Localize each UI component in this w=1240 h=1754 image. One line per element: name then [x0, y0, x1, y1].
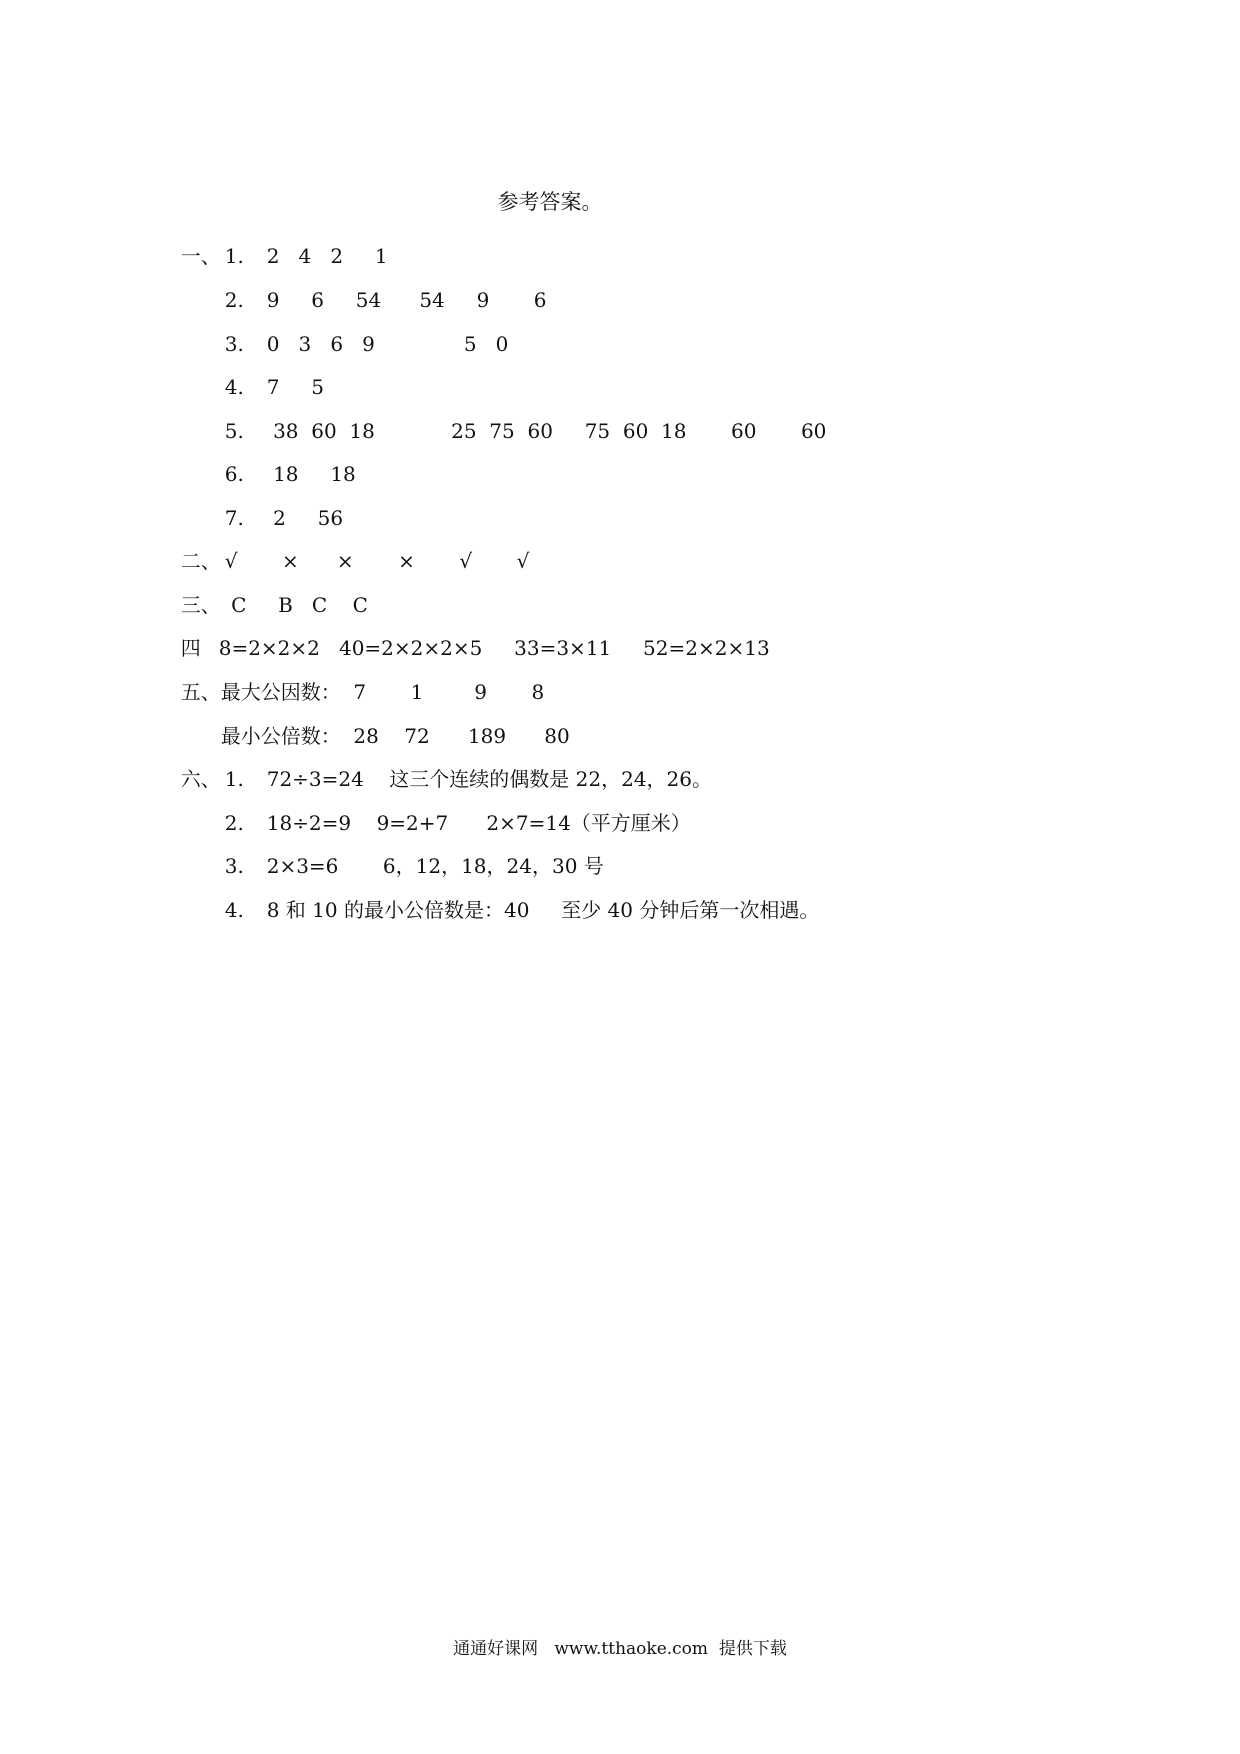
section3-marker: 三、	[180, 593, 221, 617]
item-number: 5.	[224, 419, 244, 443]
answer-text: 最大公因数： 7 1 9 8	[220, 680, 545, 704]
answer-text: 38 60 18 25 75 60 75 60 18 60 60	[266, 419, 827, 443]
page-title: 参考答案。	[497, 190, 603, 214]
answer-text: 18÷2=9 9=2+7 2×7=14（平方厘米）	[266, 811, 691, 835]
section6-item1	[168, 737, 712, 791]
section1-item2	[212, 258, 547, 312]
item-number: 1.	[224, 767, 244, 791]
item-number: 4.	[224, 375, 244, 399]
section6-item2	[212, 781, 691, 835]
section1-item6	[212, 432, 356, 486]
section6-marker: 六、	[180, 767, 221, 791]
answer-text: 0 3 6 9 5 0	[266, 332, 509, 356]
section4-marker: 四	[180, 636, 201, 660]
answer-text: 8 和 10 的最小公倍数是：40 至少 40 分钟后第一次相遇。	[266, 898, 820, 922]
section3-line	[168, 563, 368, 617]
section6-item3	[212, 824, 604, 878]
item-number: 4.	[224, 898, 244, 922]
answer-text: 2×3=6 6，12，18，24，30 号	[266, 854, 604, 878]
answer-text: 18 18	[266, 462, 356, 486]
answer-text: 2 56	[266, 506, 344, 530]
section6-item4	[212, 868, 820, 922]
section2-line	[168, 519, 530, 573]
answer-text: 2 4 2 1	[266, 244, 388, 268]
answer-text: C B C C	[224, 593, 368, 617]
section2-marker: 二、	[180, 549, 221, 573]
answer-text: 7 5	[266, 375, 324, 399]
item-number: 3.	[224, 854, 244, 878]
section1-item1	[168, 214, 388, 268]
answer-text: 8=2×2×2 40=2×2×2×5 33=3×11 52=2×2×13	[218, 636, 770, 660]
section5-line2	[208, 694, 570, 748]
answer-text: 72÷3=24 这三个连续的偶数是 22，24，26。	[266, 767, 712, 791]
item-number: 6.	[224, 462, 244, 486]
section1-item5	[212, 389, 827, 443]
answer-text: 9 6 54 54 9 6	[266, 288, 547, 312]
section1-item4	[212, 345, 324, 399]
answer-text: √ × × × √ √	[224, 549, 530, 573]
item-number: 2.	[224, 811, 244, 835]
section5-marker: 五、	[180, 680, 221, 704]
section4-line	[168, 606, 770, 660]
item-number: 7.	[224, 506, 244, 530]
item-number: 3.	[224, 332, 244, 356]
page-footer: 通通好课网 www.tthaoke.com 提供下载	[453, 1639, 787, 1659]
section5-line1	[168, 650, 545, 704]
item-number: 1.	[224, 244, 244, 268]
section1-marker: 一、	[180, 244, 221, 268]
section1-item3	[212, 302, 509, 356]
answer-text: 最小公倍数： 28 72 189 80	[220, 724, 570, 748]
item-number: 2.	[224, 288, 244, 312]
section1-item7	[212, 476, 344, 530]
